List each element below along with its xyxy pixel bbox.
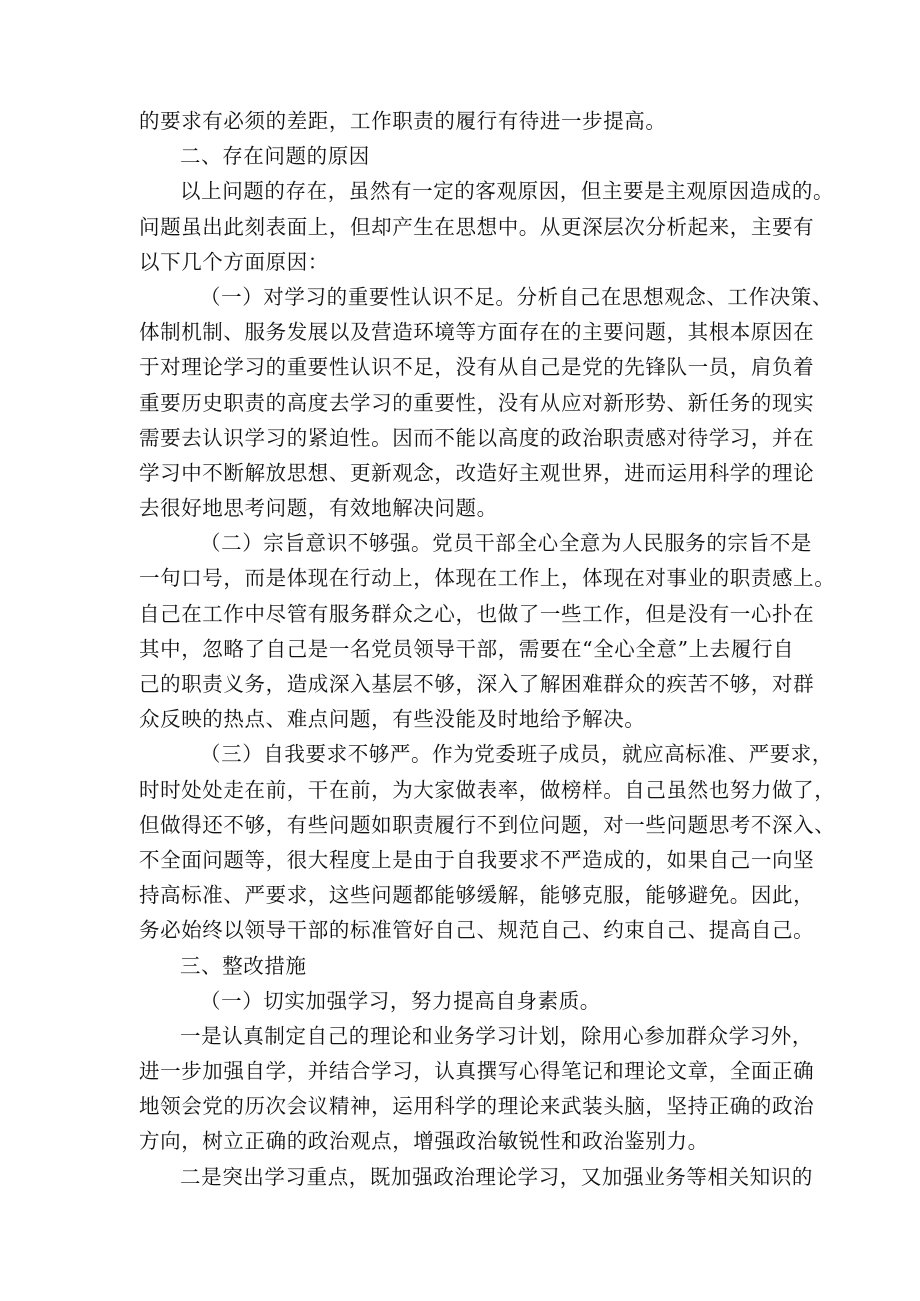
section-heading-causes: 二、存在问题的原因 [180, 144, 370, 169]
body-text-line: 问题虽出此刻表面上，但却产生在思想中。从更深层次分析起来，主要有 [139, 214, 815, 239]
body-text-line: 己的职责义务，造成深入基层不够，深入了解困难群众的疾苦不够，对群 [139, 672, 815, 696]
document-page [139, 104, 836, 1195]
body-text-line: 时时处处走在前，干在前，为大家做表率，做榜样。自己虽然也努力做了， [139, 777, 836, 802]
body-text-line: 以下几个方面原因： [139, 249, 329, 274]
subheading-line: （一）切实加强学习，努力提高自身素质。 [200, 988, 601, 1013]
body-text-line: 自己在工作中尽管有服务群众之心，也做了一些工作，但是没有一心扑在 [139, 601, 815, 626]
body-text-line: 一是认真制定自己的理论和业务学习计划，除用心参加群众学习外， [180, 1023, 813, 1048]
section-heading-measures: 三、整改措施 [180, 953, 307, 978]
body-text-line: 进一步加强自学，并结合学习，认真撰写心得笔记和理论文章，全面正确 [139, 1059, 815, 1084]
body-text-line: 重要历史职责的高度去学习的重要性，没有从应对新形势、新任务的现实 [139, 390, 815, 415]
body-text-line: 学习中不断解放思想、更新观念，改造好主观世界，进而运用科学的理论 [139, 460, 815, 485]
body-text-line: 二是突出学习重点，既加强政治理论学习，又加强业务等相关知识的 [180, 1164, 813, 1189]
subheading-line: （一）对学习的重要性认识不足。分析自己在思想观念、工作决策、 [200, 284, 833, 309]
body-text-line: 的要求有必须的差距，工作职责的履行有待进一步提高。 [139, 109, 667, 133]
body-text-line: 其中，忽略了自己是一名党员领导干部，需要在“全心全意”上去履行自 [139, 636, 795, 661]
body-text-line: 持高标准、严要求，这些问题都能够缓解，能够克服，能够避免。因此， [139, 883, 815, 908]
body-text-line: 地领会党的历次会议精神，运用科学的理论来武装头脑，坚持正确的政治 [139, 1094, 815, 1119]
subheading-line: （三）自我要求不够严。作为党委班子成员，就应高标准、严要求， [200, 742, 833, 767]
body-text-line: 但做得还不够，有些问题如职责履行不到位问题，对一些问题思考不深入、 [139, 812, 836, 837]
body-text-line: 众反映的热点、难点问题，有些没能及时地给予解决。 [139, 707, 646, 732]
body-text-line: 于对理论学习的重要性认识不足，没有从自己是党的先锋队一员，肩负着 [139, 355, 815, 380]
body-text-line: 需要去认识学习的紧迫性。因而不能以高度的政治职责感对待学习，并在 [139, 425, 815, 450]
subheading-line: （二）宗旨意识不够强。党员干部全心全意为人民服务的宗旨不是 [200, 531, 812, 556]
body-text-line: 以上问题的存在，虽然有一定的客观原因，但主要是主观原因造成的。 [180, 179, 835, 204]
body-text-line: 不全面问题等，很大程度上是由于自我要求不严造成的，如果自己一向坚 [139, 847, 815, 872]
body-text-line: 方向，树立正确的政治观点，增强政治敏锐性和政治鉴别力。 [139, 1129, 709, 1154]
body-text-line: 一句口号，而是体现在行动上，体现在工作上，体现在对事业的职责感上。 [139, 566, 836, 591]
body-text-line: 去很好地思考问题，有效地解决问题。 [139, 496, 498, 521]
body-text-line: 体制机制、服务发展以及营造环境等方面存在的主要问题，其根本原因在 [139, 320, 815, 345]
body-text-line: 务必始终以领导干部的标准管好自己、规范自己、约束自己、提高自己。 [139, 918, 815, 943]
